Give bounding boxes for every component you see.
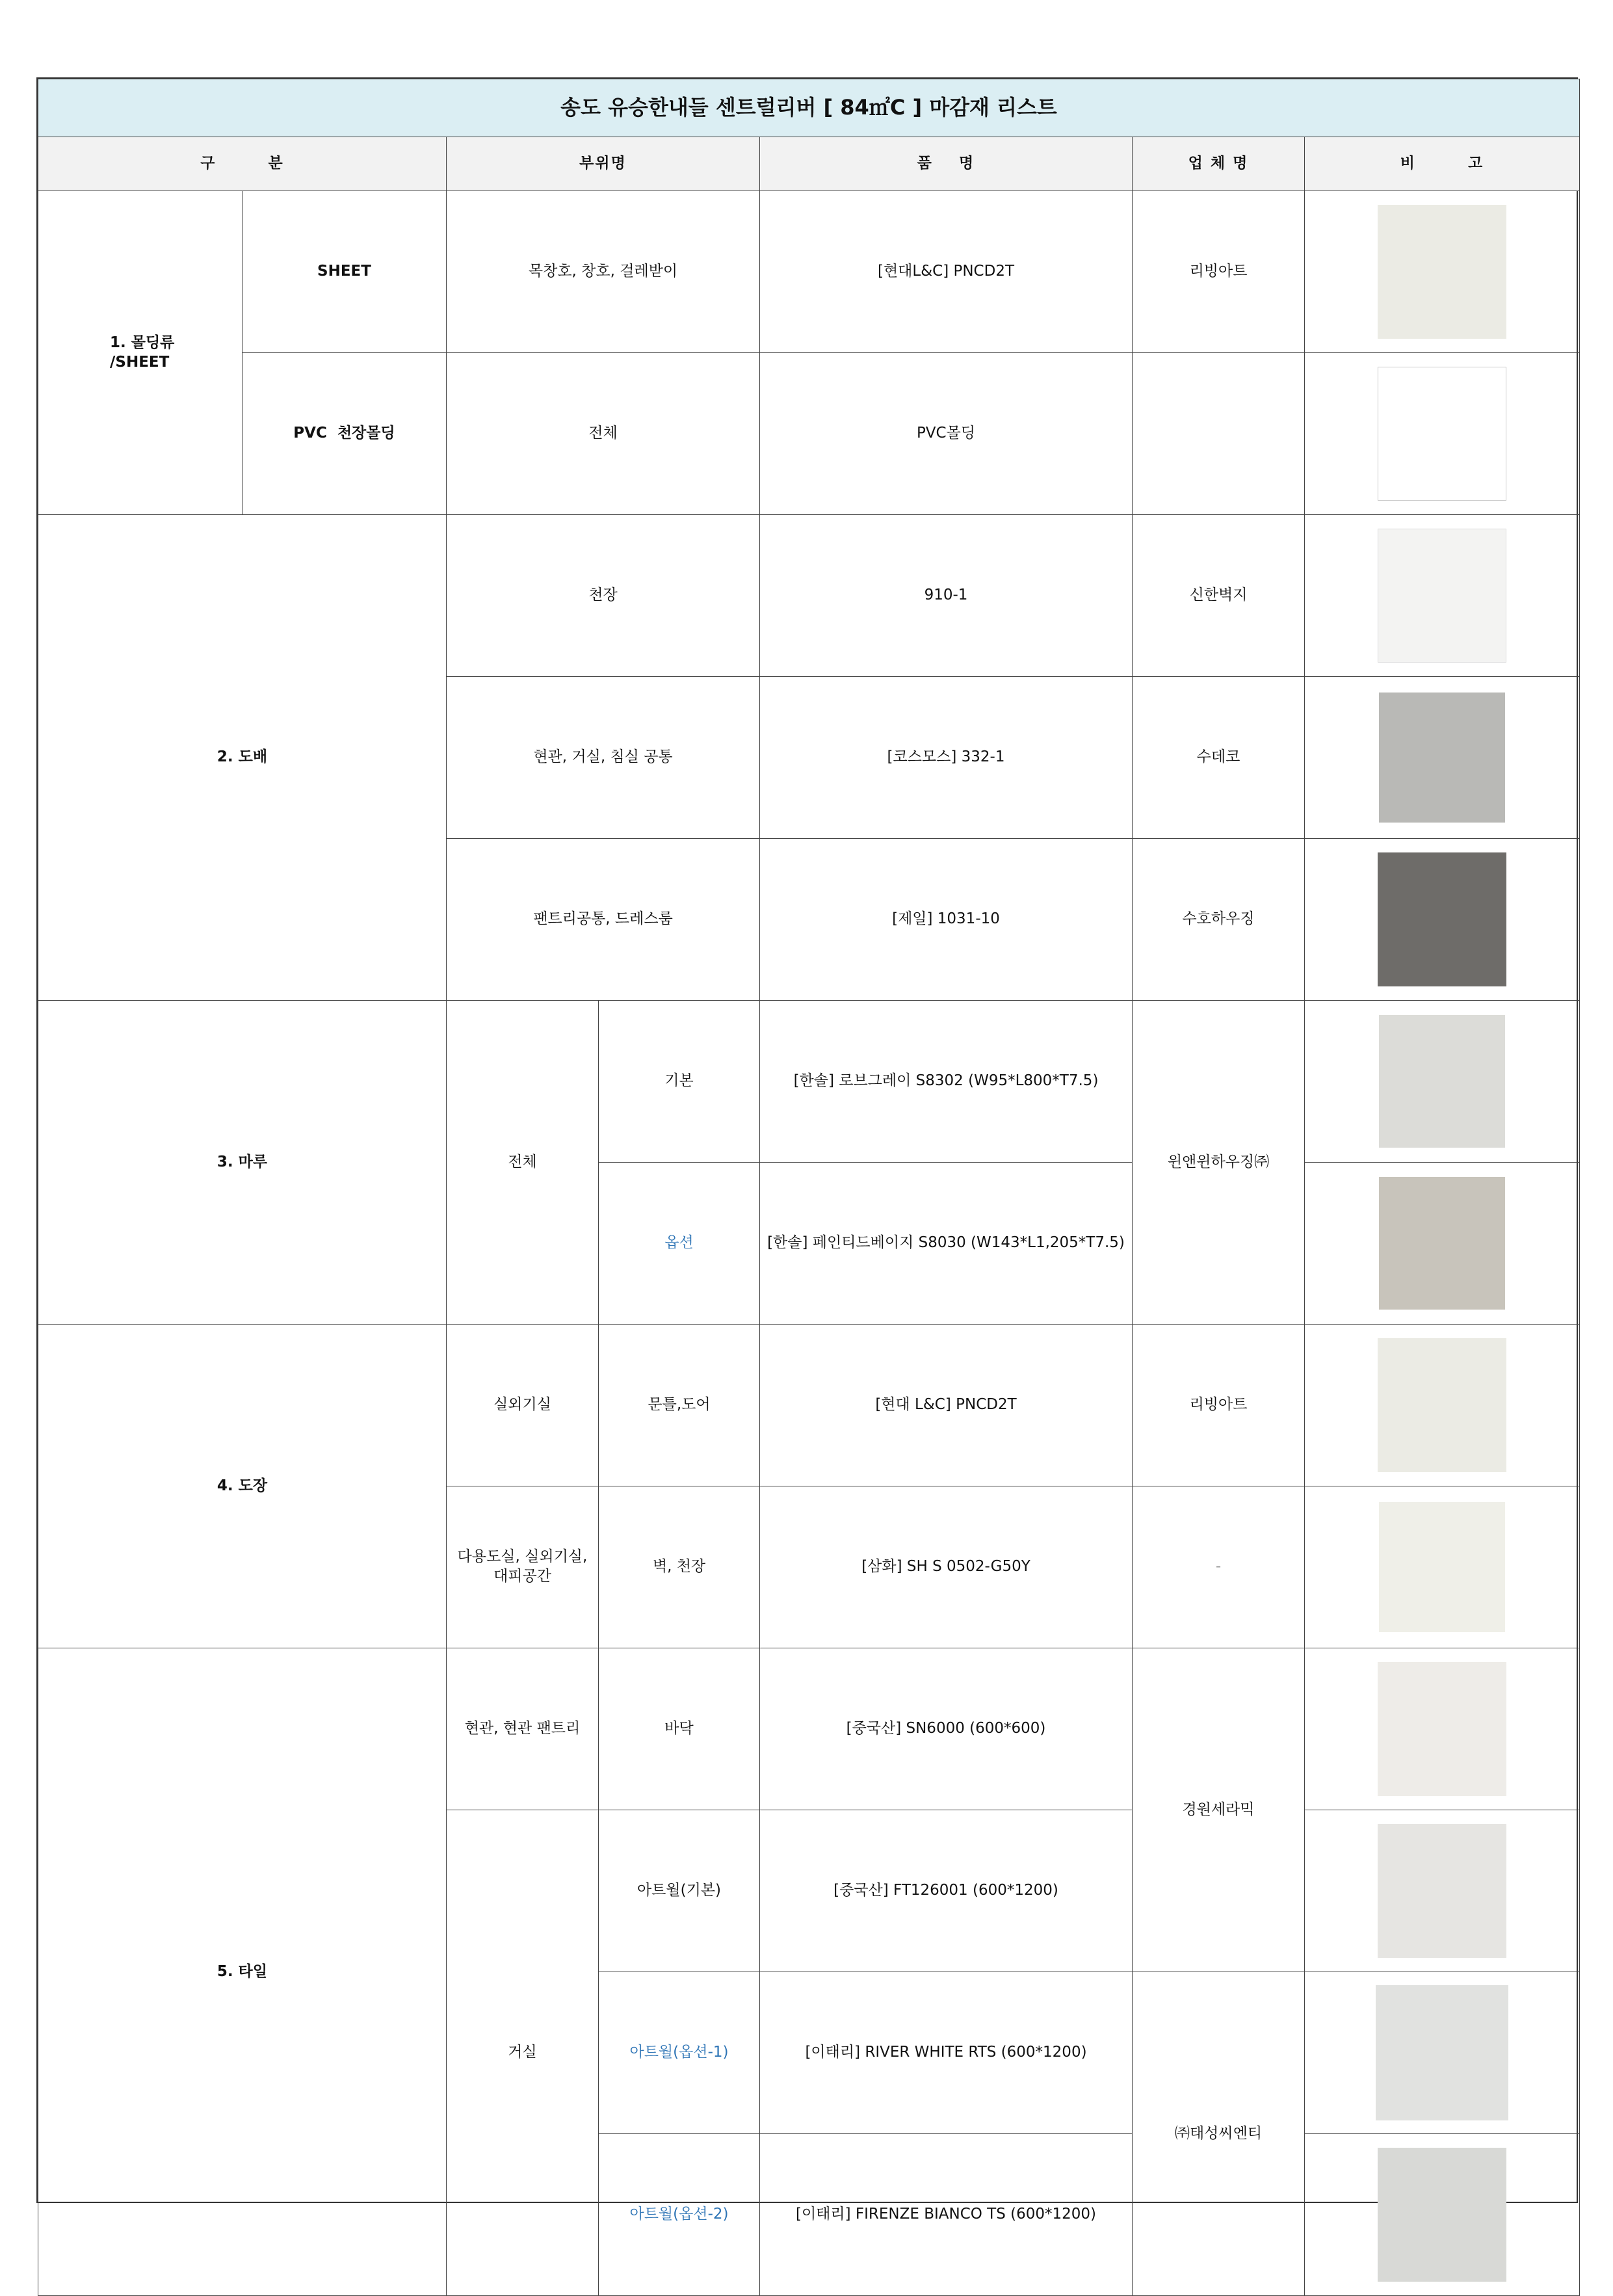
- subcategory-cell: 아트월(기본): [599, 1810, 760, 1972]
- header-supplier: 업 체 명: [1133, 137, 1305, 191]
- material-swatch: [1378, 1662, 1506, 1796]
- finish-material-table: [36, 77, 1578, 2223]
- supplier-cell: 윈앤윈하우징㈜: [1133, 1001, 1305, 1325]
- product-cell: [중국산] SN6000 (600*600): [760, 1648, 1133, 1810]
- supplier-cell: 리빙아트: [1133, 191, 1305, 353]
- category-tile: 5. 타일: [38, 1648, 447, 2296]
- material-swatch: [1376, 1985, 1508, 2120]
- material-swatch: [1378, 367, 1506, 501]
- swatch-cell: [1305, 1486, 1580, 1648]
- subcategory-pvc: PVC 천장몰딩: [243, 353, 447, 515]
- supplier-cell: [1133, 353, 1305, 515]
- material-swatch: [1378, 1824, 1506, 1958]
- subcategory-option: 아트월(옵션-2): [599, 2134, 760, 2296]
- supplier-cell: 리빙아트: [1133, 1325, 1305, 1486]
- material-swatch: [1379, 1015, 1505, 1148]
- product-cell: 910-1: [760, 515, 1133, 677]
- product-cell: [제일] 1031-10: [760, 839, 1133, 1001]
- swatch-cell: [1305, 1325, 1580, 1486]
- table-row: [38, 1325, 1580, 1486]
- product-cell: [중국산] FT126001 (600*1200): [760, 1810, 1133, 1972]
- supplier-cell: 수호하우징: [1133, 839, 1305, 1001]
- header-product: 품 명: [760, 137, 1133, 191]
- subcategory-basic: 기본: [599, 1001, 760, 1163]
- product-cell: [삼화] SH S 0502-G50Y: [760, 1486, 1133, 1648]
- category-wallpaper: 2. 도배: [38, 515, 447, 1001]
- material-swatch: [1378, 205, 1506, 339]
- table-row: [38, 1001, 1580, 1163]
- product-cell: [한솔] 페인티드베이지 S8030 (W143*L1,205*T7.5): [760, 1163, 1133, 1325]
- swatch-cell: [1305, 1810, 1580, 1972]
- location-cell: 다용도실, 실외기실, 대피공간: [447, 1486, 599, 1648]
- subcategory-cell: 문틀,도어: [599, 1325, 760, 1486]
- product-cell: [한솔] 로브그레이 S8302 (W95*L800*T7.5): [760, 1001, 1133, 1163]
- swatch-cell: [1305, 2134, 1580, 2296]
- location-cell: 전체: [447, 1001, 599, 1325]
- supplier-cell: 신한벽지: [1133, 515, 1305, 677]
- table-row: [38, 1648, 1580, 1810]
- header-category: 구 분: [38, 137, 447, 191]
- material-swatch: [1379, 1177, 1505, 1310]
- header-remark: 비 고: [1305, 137, 1580, 191]
- product-cell: [이태리] RIVER WHITE RTS (600*1200): [760, 1972, 1133, 2134]
- supplier-cell: -: [1133, 1486, 1305, 1648]
- table-row: [38, 191, 1580, 353]
- product-cell: PVC몰딩: [760, 353, 1133, 515]
- header-location: 부위명: [447, 137, 760, 191]
- swatch-cell: [1305, 839, 1580, 1001]
- product-cell: [현대L&C] PNCD2T: [760, 191, 1133, 353]
- category-paint: 4. 도장: [38, 1325, 447, 1648]
- supplier-cell: 경원세라믹: [1133, 1648, 1305, 1972]
- product-cell: [현대 L&C] PNCD2T: [760, 1325, 1133, 1486]
- category-molding: 1. 몰딩류 /SHEET: [38, 191, 243, 515]
- location-cell: 천장: [447, 515, 760, 677]
- swatch-cell: [1305, 1163, 1580, 1325]
- supplier-cell: 수데코: [1133, 677, 1305, 839]
- material-swatch: [1378, 529, 1506, 663]
- swatch-cell: [1305, 1972, 1580, 2134]
- product-cell: [이태리] FIRENZE BIANCO TS (600*1200): [760, 2134, 1133, 2296]
- swatch-cell: [1305, 353, 1580, 515]
- material-swatch: [1378, 2148, 1506, 2282]
- location-cell: 현관, 거실, 침실 공통: [447, 677, 760, 839]
- material-swatch: [1379, 1502, 1505, 1632]
- subcategory-option: 아트월(옵션-1): [599, 1972, 760, 2134]
- subcategory-option: 옵션: [599, 1163, 760, 1325]
- location-cell: 전체: [447, 353, 760, 515]
- table-row: [38, 353, 1580, 515]
- subcategory-cell: 바닥: [599, 1648, 760, 1810]
- category-floor: 3. 마루: [38, 1001, 447, 1325]
- subcategory-sheet: SHEET: [243, 191, 447, 353]
- material-swatch: [1378, 852, 1506, 986]
- product-cell: [코스모스] 332-1: [760, 677, 1133, 839]
- table-row: [38, 515, 1580, 677]
- swatch-cell: [1305, 677, 1580, 839]
- location-cell: 현관, 현관 팬트리: [447, 1648, 599, 1810]
- swatch-cell: [1305, 1648, 1580, 1810]
- swatch-cell: [1305, 515, 1580, 677]
- page-title: 송도 유승한내들 센트럴리버 [ 84㎡C ] 마감재 리스트: [38, 79, 1580, 137]
- location-cell: 목창호, 창호, 걸레받이: [447, 191, 760, 353]
- material-swatch: [1379, 693, 1505, 823]
- supplier-cell: ㈜태성씨엔티: [1133, 1972, 1305, 2296]
- location-cell: 팬트리공통, 드레스룸: [447, 839, 760, 1001]
- swatch-cell: [1305, 191, 1580, 353]
- subcategory-cell: 벽, 천장: [599, 1486, 760, 1648]
- swatch-cell: [1305, 1001, 1580, 1163]
- location-cell: 실외기실: [447, 1325, 599, 1486]
- location-cell: 거실: [447, 1810, 599, 2296]
- material-swatch: [1378, 1338, 1506, 1472]
